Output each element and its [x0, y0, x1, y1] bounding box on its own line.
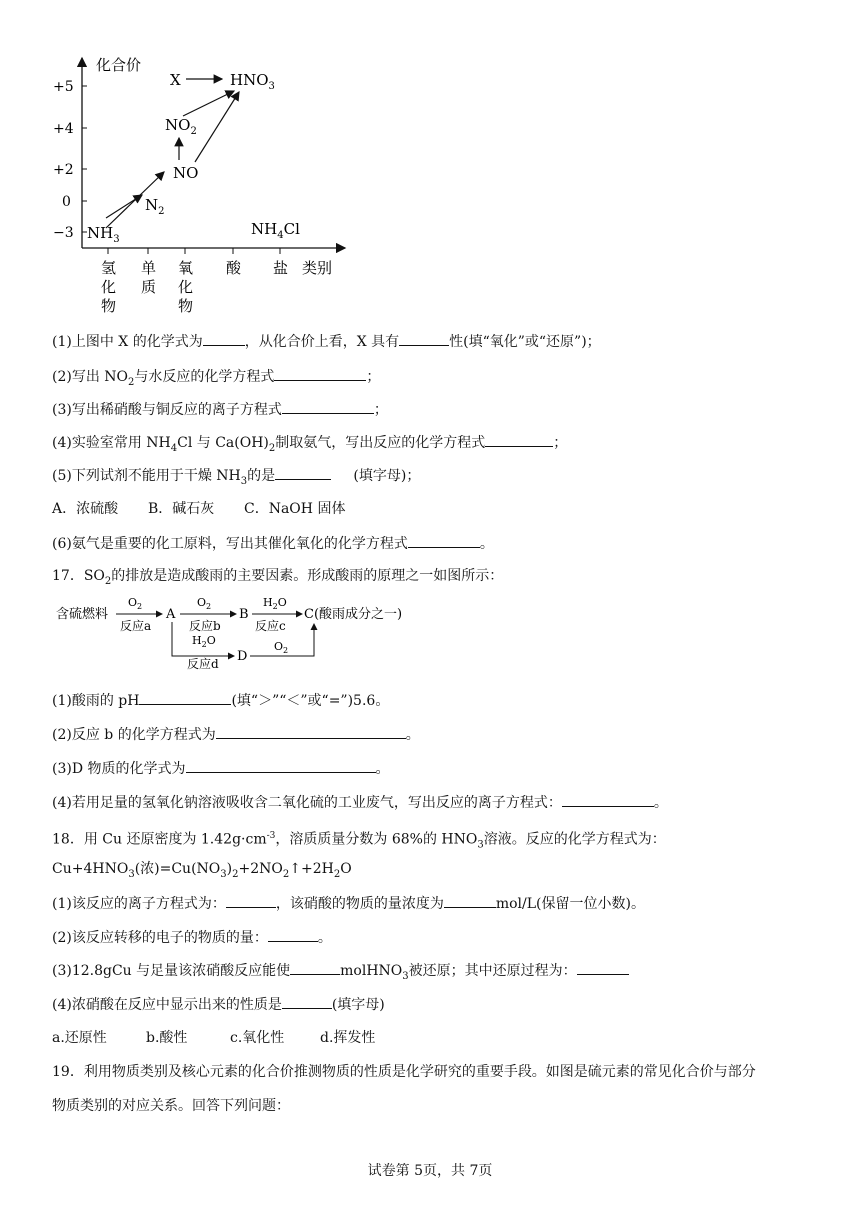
answer-blank[interactable] [226, 893, 276, 908]
y-tick-label: +2 [53, 162, 74, 178]
answer-blank[interactable] [290, 960, 340, 975]
q17-part4: (4)若用足量的氢氧化钠溶液吸收含二氧化硫的工业废气，写出反应的离子方程式： 。 [52, 792, 668, 813]
answer-blank[interactable] [408, 533, 480, 548]
q19-stem-line1: 19．利用物质类别及核心元素的化合价推测物质的性质是化学研究的重要手段。如图是硫元素的常见化合价与部分 [52, 1064, 756, 1080]
q17-part1: (1)酸雨的 pH (填“＞”“＜”或“=”)5.6。 [52, 690, 389, 711]
x-category-labels [101, 259, 288, 315]
answer-blank[interactable] [139, 690, 231, 705]
flow-start: 含硫燃料 [56, 607, 109, 622]
q16-part1: (1)上图中 X 的化学式为 ，从化合价上看，X 具有 性(填“氧化”或“还原”)； [52, 331, 601, 352]
flow-node-b: B [239, 607, 249, 622]
nitrogen-valence-diagram [40, 48, 360, 323]
species-no: NO [173, 164, 199, 182]
answer-blank[interactable] [275, 465, 331, 480]
flow-node-a: A [166, 607, 176, 622]
flow-node-c: C(酸雨成分之一) [304, 607, 403, 622]
q16-options [52, 499, 345, 519]
q18-stem: 18．用 Cu 还原密度为 $1.42g\cdot cm^{-3}$，溶质质量分数为 68%的 $HNO_3$溶液。反应的化学方程式为： [52, 831, 666, 851]
y-tick-label: −3 [53, 225, 74, 241]
q16-part2: (2)写出 $NO_2$与水反应的化学方程式 ； [52, 366, 380, 393]
q18-part4: (4)浓硝酸在反应中显示出来的性质是 (填字母) [52, 994, 385, 1015]
species-hno3: $HNO_3$ [230, 71, 275, 92]
option-a[interactable]: a.还原性 [52, 1030, 107, 1046]
q17-part2: (2)反应 b 的化学方程式为 。 [52, 724, 420, 745]
svg-text:O2: $O_2$ [274, 640, 289, 655]
svg-text:反应a: 反应a [120, 619, 152, 633]
svg-text:O2: $O_2$ [197, 596, 212, 611]
answer-blank[interactable] [399, 331, 449, 346]
option-c[interactable]: c.氧化性 [230, 1030, 285, 1046]
answer-blank[interactable] [268, 927, 318, 942]
species-nh4cl: $NH_4Cl$ [251, 220, 300, 241]
answer-blank[interactable] [485, 432, 553, 447]
y-tick-label: +4 [53, 121, 74, 137]
option-b[interactable]: B．碱石灰 [148, 501, 215, 517]
q18-part1: (1)该反应的离子方程式为： ，该硝酸的物质的量浓度为 mol/L(保留一位小数)。 [52, 893, 645, 914]
svg-text:H2O: $H_2O$ [192, 634, 216, 649]
species-n2: $N_2$ [145, 196, 165, 217]
x-category: 氧化物 [178, 259, 194, 315]
q18-options [52, 1028, 375, 1048]
answer-blank[interactable] [282, 399, 374, 414]
q19-stem-line2: 物质类别的对应关系。回答下列问题： [52, 1098, 290, 1114]
q16-part3: (3)写出稀硝酸与铜反应的离子方程式 ； [52, 399, 388, 420]
q16-part6: (6)氨气是重要的化工原料，写出其催化氧化的化学方程式 。 [52, 533, 494, 554]
svg-text:反应c: 反应c [255, 619, 286, 633]
x-category: 酸 [226, 259, 242, 277]
q18-part3: (3)12.8gCu 与足量该浓硝酸反应能使 molHNO$_3$被还原；其中还原过程为： [52, 960, 629, 987]
species-nh3: $NH_3$ [87, 224, 120, 245]
q16-part5: (5)下列试剂不能用于干燥 $NH_3$的是 (填字母)； [52, 465, 420, 492]
x-category: 氢化物 [101, 259, 117, 315]
q18-part2: (2)该反应转移的电子的物质的量： 。 [52, 927, 332, 948]
option-a[interactable]: A．浓硫酸 [52, 501, 119, 517]
svg-text:O2: $O_2$ [128, 596, 143, 611]
x-category: 单质 [141, 259, 157, 296]
reaction-arrows [106, 79, 239, 228]
svg-text:反应b: 反应b [189, 619, 221, 633]
acid-rain-flowchart [52, 592, 432, 670]
svg-text:H2O: $H_2O$ [263, 596, 287, 611]
option-b[interactable]: b.酸性 [146, 1030, 188, 1046]
answer-blank[interactable] [186, 758, 376, 773]
option-d[interactable]: d.挥发性 [320, 1030, 376, 1046]
q18-equation: $Cu+4HNO_3$(浓)$=Cu(NO_3)_2+2NO_2↑+2H_2O$ [52, 861, 352, 880]
answer-blank[interactable] [562, 792, 654, 807]
q16-part4: (4)实验室常用 $NH_4Cl$ 与 $Ca(OH)_2$制取氨气，写出反应的化学方程式 ； [52, 432, 567, 459]
y-axis-title: 化合价 [96, 56, 142, 74]
flow-node-d: D [237, 649, 248, 664]
option-c[interactable]: C．NaOH 固体 [244, 501, 346, 517]
y-tick-label: +5 [53, 79, 74, 95]
q17-stem: 17．$SO_2$的排放是造成酸雨的主要因素。形成酸雨的原理之一如图所示： [52, 568, 504, 587]
q17-part3: (3)D 物质的化学式为 。 [52, 758, 390, 779]
answer-blank[interactable] [444, 893, 496, 908]
answer-blank[interactable] [577, 960, 629, 975]
page-footer: 试卷第 5页，共 7页 [367, 1163, 493, 1179]
x-category: 盐 [273, 259, 289, 277]
answer-blank[interactable] [203, 331, 245, 346]
answer-blank[interactable] [274, 366, 366, 381]
species-x: X [170, 71, 181, 89]
species-no2: $NO_2$ [165, 116, 197, 137]
answer-blank[interactable] [216, 724, 406, 739]
answer-blank[interactable] [282, 994, 332, 1009]
svg-text:反应d: 反应d [187, 657, 219, 670]
y-tick-label: 0 [62, 194, 71, 210]
x-axis-title: 类别 [302, 259, 333, 277]
